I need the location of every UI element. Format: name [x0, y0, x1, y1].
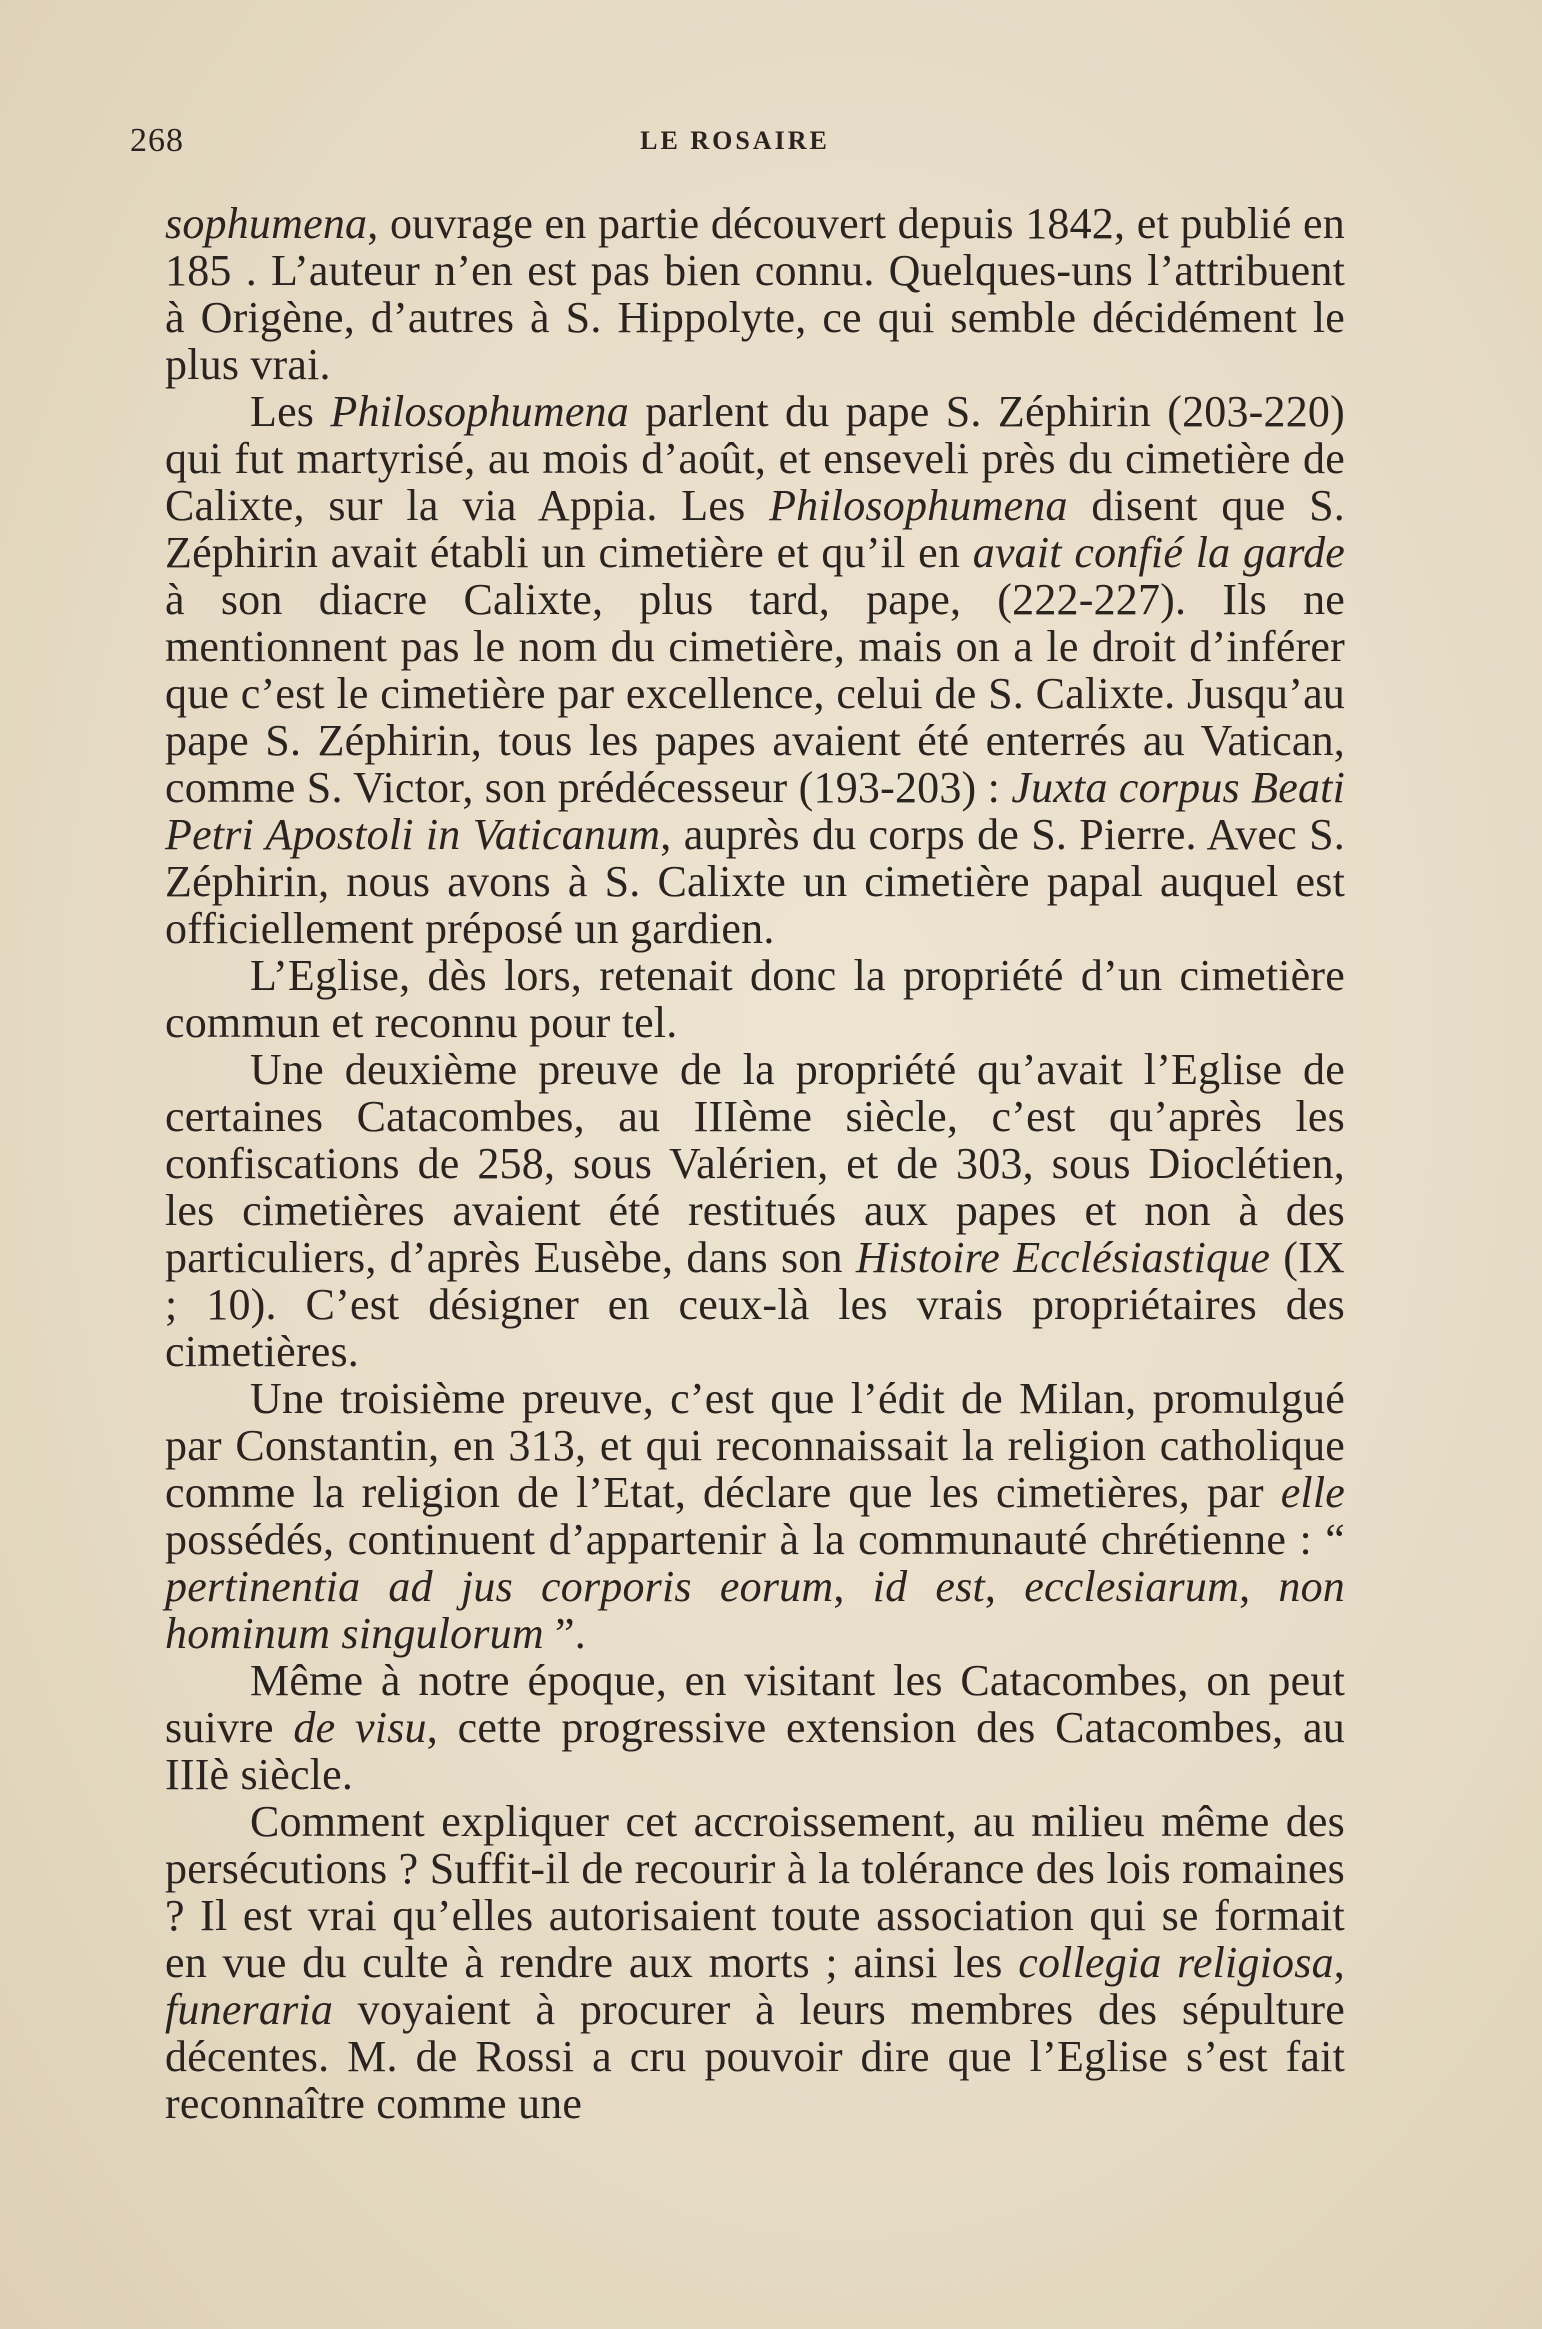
text-run: Comment expliquer cet accroissement, au milieu même des persécutions ? Suffit-il de recourir à la tolérance des lois romaines ? Il est vrai qu’elles autorisaient toute association qui se formait en vue du culte à rendre aux morts ; ainsi les	[165, 1797, 1345, 1987]
paragraph	[165, 1046, 1345, 1375]
text-run: Les	[250, 387, 331, 436]
italic-text: non hominum singulorum	[165, 1562, 1346, 1658]
text-run: Une troisième preuve, c’est que l’édit de Milan, promulgué par Constantin, en 313, et qui reconnaissait la religion catholique comme la religion de l’Etat, déclare que les cimetières, par	[165, 1374, 1345, 1517]
paragraph	[165, 388, 1345, 952]
body-text	[165, 200, 1345, 2127]
text-run: ,	[1239, 1562, 1279, 1611]
text-run: ,	[1333, 1938, 1345, 1987]
text-run: , auprès du corps de S. Pierre. Avec S. Zéphirin, nous avons à S. Calixte un cimetière papal auquel est officiellement préposé un gardien.	[165, 810, 1345, 953]
paragraph	[165, 200, 1345, 388]
paragraph	[165, 952, 1345, 1046]
italic-text: sophumena	[165, 199, 368, 248]
text-run: voyaient à procurer à leurs membres des sépulture décentes. M. de Rossi a cru pouvoir dire que l’Eglise s’est fait reconnaître comme une	[165, 1985, 1345, 2128]
text-run: L’Eglise, dès lors, retenait donc la propriété d’un cimetière commun et reconnu pour tel.	[165, 951, 1345, 1047]
text-run: , ouvrage en partie découvert depuis 1842, et publié en 185 . L’auteur n’en est pas bien connu. Quelques-uns l’attribuent à Origène, d’autres à S. Hippolyte, ce qui semble décidément le plus vrai.	[165, 199, 1345, 389]
italic-text: avait confié la garde	[972, 528, 1346, 577]
italic-text: Philosophumena	[769, 481, 1068, 530]
italic-text: de visu	[293, 1703, 427, 1752]
page-number: 268	[130, 122, 184, 159]
page-header	[130, 122, 1340, 172]
text-run: ”.	[543, 1609, 586, 1658]
text-run: , cette progressive extension des Catacombes, au IIIè siècle.	[165, 1703, 1345, 1799]
italic-text: pertinentia ad jus corporis eorum	[165, 1562, 834, 1611]
italic-text: Juxta corpus Beati Petri Apostoli in Vaticanum	[165, 763, 1346, 859]
paragraph	[165, 1657, 1345, 1798]
text-run: Même à notre époque, en visitant les Catacombes, on peut suivre	[165, 1656, 1345, 1752]
italic-text: id est	[872, 1562, 985, 1611]
text-run: disent que S. Zéphirin avait établi un cimetière et qu’il en	[165, 481, 1346, 577]
running-title: LE ROSAIRE	[640, 126, 830, 155]
text-run: (IX ; 10). C’est désigner en ceux-là les vrais propriétaires des cimetières.	[165, 1233, 1345, 1376]
italic-text: Histoire Ecclésiastique	[855, 1233, 1271, 1282]
paragraph	[165, 1375, 1345, 1657]
paragraph	[165, 1798, 1345, 2127]
italic-text: Philosophumena	[330, 387, 629, 436]
text-run: possédés, continuent d’appartenir à la communauté chrétienne : “	[165, 1515, 1345, 1564]
italic-text: elle	[1280, 1468, 1345, 1517]
text-run: ,	[833, 1562, 873, 1611]
text-run: à son diacre Calixte, plus tard, pape, (222-227). Ils ne mentionnent pas le nom du cimetière, mais on a le droit d’inférer que c’est le cimetière par excellence, celui de S. Calixte. Jusqu’au pape S. Zéphirin, tous les papes avaient été enterrés au Vatican, comme S. Victor, son prédécesseur (193-203) :	[165, 575, 1345, 812]
italic-text: collegia religiosa	[1018, 1938, 1334, 1987]
text-run: parlent du pape S. Zéphirin (203-220) qui fut martyrisé, au mois d’août, et enseveli près du cimetière de Calixte, sur la via Appia. Les	[165, 387, 1345, 530]
italic-text: funeraria	[165, 1985, 334, 2034]
text-run: Une deuxième preuve de la propriété qu’avait l’Eglise de certaines Catacombes, au IIIème siècle, c’est qu’après les confiscations de 258, sous Valérien, et de 303, sous Dioclétien, les cimetières avaient été restitués aux papes et non à des particuliers, d’après Eusèbe, dans son	[165, 1045, 1345, 1282]
italic-text: ecclesiarum	[1024, 1562, 1240, 1611]
text-run: ,	[984, 1562, 1025, 1611]
